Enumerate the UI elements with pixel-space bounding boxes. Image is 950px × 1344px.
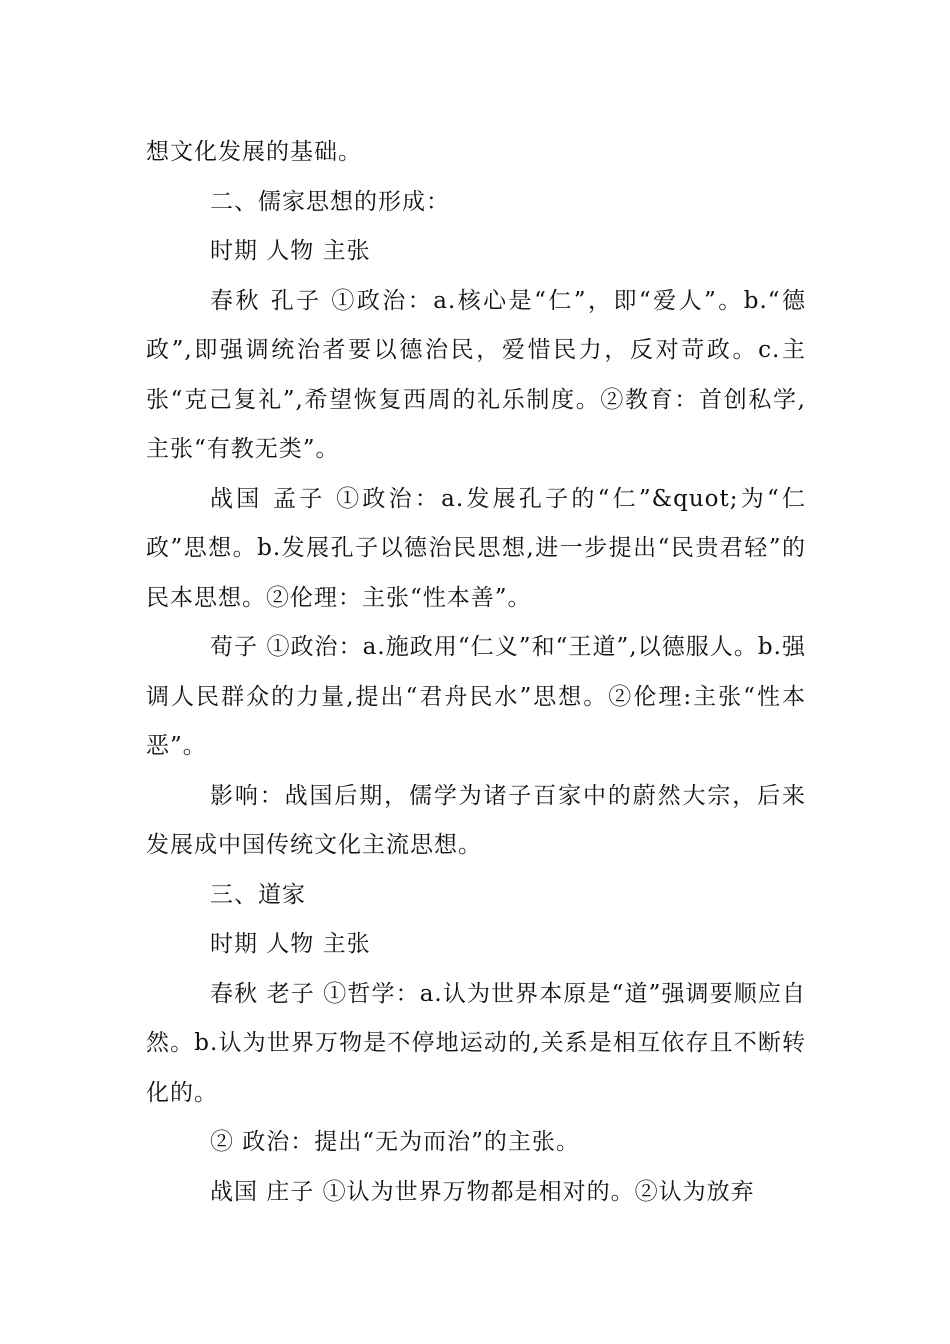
document-page — [146, 128, 806, 1217]
section-heading-taoism: 三、道家 — [210, 881, 306, 908]
paragraph-mencius: 战国 孟子 ①政治：a.发展孔子的“仁”&quot;为“仁政”思想。b.发展孔子以德治民思想,进一步提出“民贵君轻”的民本思想。②伦理：主张“性本善”。 — [146, 485, 806, 611]
paragraph-laozi-politics: ② 政治：提出“无为而治”的主张。 — [210, 1129, 580, 1155]
paragraph-confucius: 春秋 孔子 ①政治：a.核心是“仁”，即“爱人”。b.“德政”,即强调统治者要以德治民，爱惜民力，反对苛政。c.主张“克己复礼”,希望恢复西周的礼乐制度。②教育：首创私学,主张“有教无类”。 — [146, 287, 806, 462]
table-header-taoism: 时期 人物 主张 — [210, 931, 371, 957]
paragraph-influence: 影响：战国后期，儒学为诸子百家中的蔚然大宗，后来发展成中国传统文化主流思想。 — [146, 782, 806, 858]
paragraph-laozi: 春秋 老子 ①哲学：a.认为世界本原是“道”强调要顺应自然。b.认为世界万物是不停地运动的,关系是相互依存且不断转化的。 — [146, 980, 806, 1106]
paragraph-continuation: 想文化发展的基础。 — [146, 139, 362, 165]
section-heading-confucianism: 二、儒家思想的形成： — [210, 188, 450, 215]
table-header-confucianism: 时期 人物 主张 — [210, 238, 371, 264]
paragraph-xunzi: 荀子 ①政治：a.施政用“仁义”和“王道”,以德服人。b.强调人民群众的力量,提出“君舟民水”思想。②伦理:主张“性本恶”。 — [146, 634, 806, 759]
paragraph-zhuangzi: 战国 庄子 ①认为世界万物都是相对的。②认为放弃 — [210, 1178, 755, 1205]
